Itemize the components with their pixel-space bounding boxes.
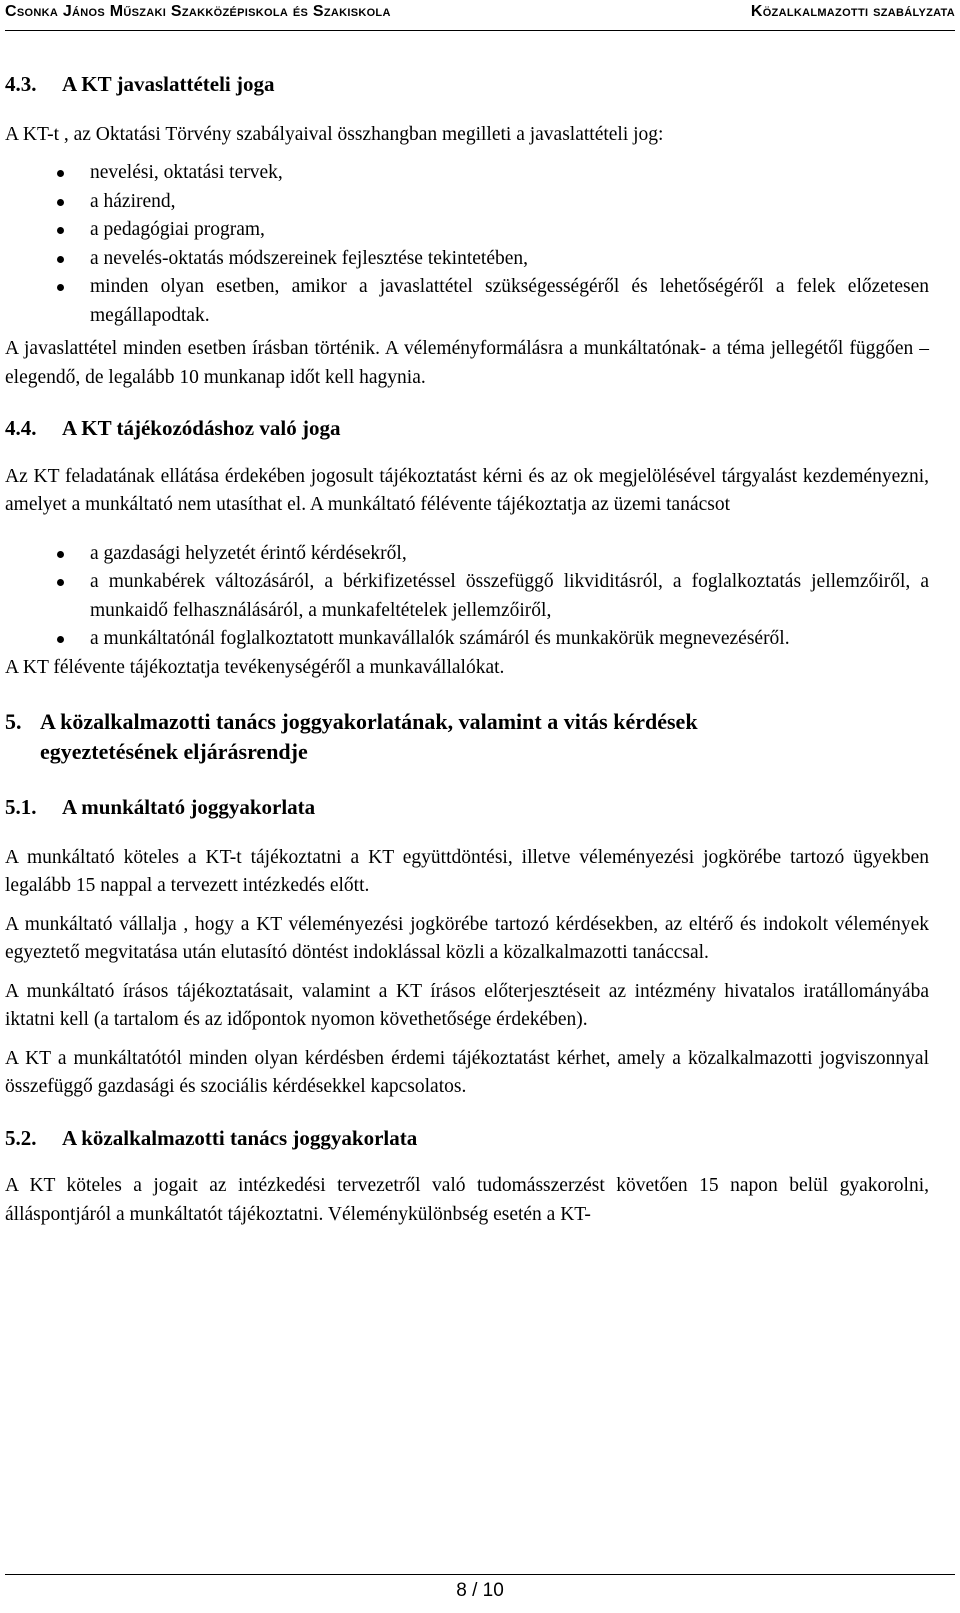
section-5-2-paragraph: A KT köteles a jogait az intézkedési tervezetről való tudomásszerzést követően 15 napon belül gyakorolni, álláspontjáról a munkáltatót tájékoztatni. Véleménykülönbség esetén a KT- <box>5 1175 929 1225</box>
section-5-1-paragraph: A munkáltató írásos tájékoztatásait, valamint a KT írásos előterjesztéseit az intézmény hivatalos iratállományába iktatni kell (a tartalom és az időpontok nyomon követhetősége érdekében). <box>5 980 929 1030</box>
page-number: 8 / 10 <box>456 1580 504 1601</box>
list-item: a nevelés-oktatás módszereinek fejlesztése tekintetében, <box>5 245 929 274</box>
header-school-name: Csonka János Műszaki Szakközépiskola és Szakiskola <box>5 3 391 20</box>
bullet-icon <box>57 256 64 263</box>
section-number: 4.3. <box>5 72 37 96</box>
bullet-icon <box>57 636 64 643</box>
section-5-1-paragraph: A munkáltató vállalja , hogy a KT véleményezési jogkörébe tartozó kérdésekben, az eltérő és indokolt vélemények egyeztető megvitatása után elutasító döntést indoklással közli a közalkalmazotti tanáccsal. <box>5 913 929 963</box>
bullet-icon <box>57 199 64 206</box>
footer-divider <box>5 1574 955 1575</box>
section-5-heading <box>5 707 929 767</box>
section-4-3-intro: A KT-t , az Oktatási Törvény szabályaival összhangban megilleti a javaslattételi jog: <box>5 123 664 145</box>
section-title: A közalkalmazotti tanács joggyakorlatának, valamint a vitás kérdések egyeztetésének eljárásrendje <box>40 709 698 764</box>
list-item: nevelési, oktatási tervek, <box>5 159 929 188</box>
section-4-4-heading <box>5 414 929 443</box>
section-number: 5. <box>5 709 22 734</box>
bullet-icon <box>57 579 64 586</box>
section-5-1-paragraph: A KT a munkáltatótól minden olyan kérdésben érdemi tájékoztatást kérhet, amely a közalkalmazotti jogviszonnyal összefüggő gazdasági és szociális kérdésekkel kapcsolatos. <box>5 1047 929 1097</box>
list-item: a munkáltatónál foglalkoztatott munkavállalók számáról és munkakörük megnevezéséről. <box>5 625 929 654</box>
bullet-icon <box>57 284 64 291</box>
section-4-4-closing: A KT félévente tájékoztatja tevékenységéről a munkavállalókat. <box>5 656 505 678</box>
list-item: a pedagógiai program, <box>5 216 929 245</box>
page-content <box>5 70 929 1229</box>
section-4-3-heading <box>5 70 929 99</box>
list-item: minden olyan esetben, amikor a javaslattétel szükségességéről és lehetőségéről a felek előzetesen megállapodtak. <box>5 273 929 330</box>
bullet-icon <box>57 170 64 177</box>
section-title: A munkáltató joggyakorlata <box>62 795 316 819</box>
section-title: A közalkalmazotti tanács joggyakorlata <box>62 1125 418 1150</box>
section-4-4-intro: Az KT feladatának ellátása érdekében jogosult tájékoztatást kérni és az ok megjelölésével tárgyalást kezdeményezni, amelyet a munkáltató nem utasíthat el. A munkáltató félévente tájékoztatja az üzemi tanácsot <box>5 465 929 515</box>
bullet-icon <box>57 227 64 234</box>
bullet-icon <box>57 551 64 558</box>
page-header <box>5 0 955 31</box>
section-number: 5.1. <box>5 795 37 819</box>
list-item: a munkabérek változásáról, a bérkifizetéssel összefüggő likviditásról, a foglalkoztatás jellemzőiről, a munkaidő felhasználásáról, a munkafeltételek jellemzőiről, <box>5 568 929 625</box>
section-4-3-note: A javaslattétel minden esetben írásban történik. A véleményformálásra a munkáltatónak- a téma jellegétől függően – elegendő, de legalább 10 munkanap időt kell hagynia. <box>5 338 929 388</box>
section-4-3-list <box>5 159 929 330</box>
section-title: A KT tájékozódáshoz való joga <box>62 416 341 440</box>
section-5-2-heading <box>5 1124 929 1153</box>
list-item: a házirend, <box>5 188 929 217</box>
section-4-4-list <box>5 540 929 654</box>
section-number: 5.2. <box>5 1125 37 1150</box>
section-title: A KT javaslattételi joga <box>62 72 275 96</box>
section-5-1-heading <box>5 793 929 822</box>
list-item: a gazdasági helyzetét érintő kérdésekről, <box>5 540 929 569</box>
section-5-1-paragraph: A munkáltató köteles a KT-t tájékoztatni a KT együttdöntési, illetve véleményezési jogkörébe tartozó ügyekben legalább 15 nappal a tervezett intézkedés előtt. <box>5 846 929 896</box>
section-number: 4.4. <box>5 416 37 440</box>
header-document-title: Közalkalmazotti szabályzata <box>750 3 955 20</box>
